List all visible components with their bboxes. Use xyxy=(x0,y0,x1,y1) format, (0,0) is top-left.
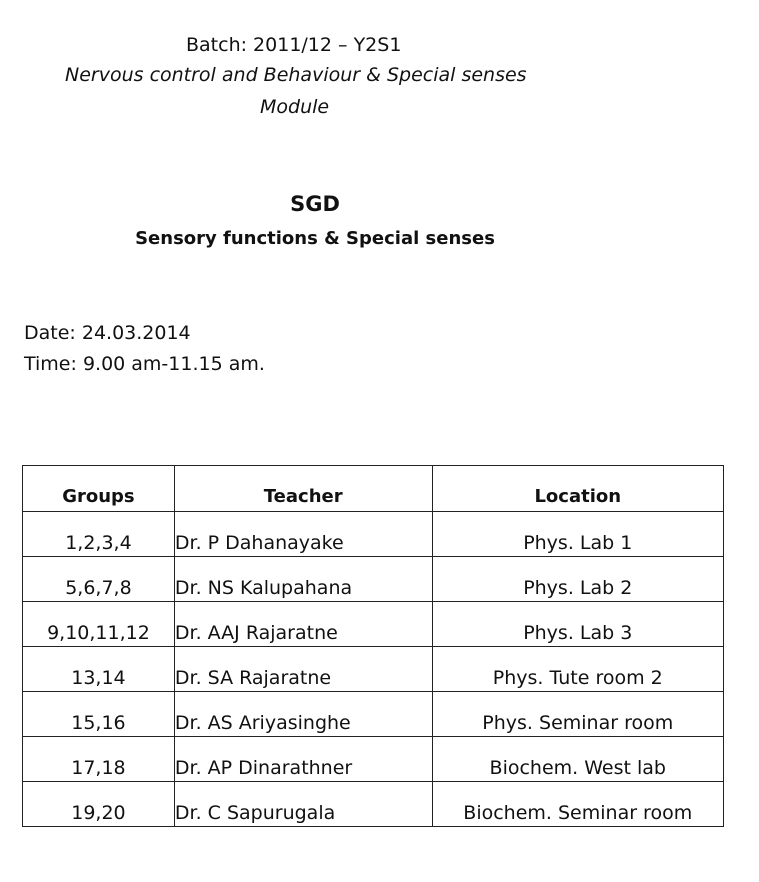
cell-groups: 1,2,3,4 xyxy=(23,512,175,557)
cell-teacher: Dr. NS Kalupahana xyxy=(174,557,432,602)
table-row xyxy=(23,692,724,737)
cell-groups: 9,10,11,12 xyxy=(23,602,175,647)
cell-teacher: Dr. SA Rajaratne xyxy=(174,647,432,692)
cell-location: Phys. Lab 3 xyxy=(432,602,723,647)
table-row xyxy=(23,647,724,692)
cell-teacher: Dr. AS Ariyasinghe xyxy=(174,692,432,737)
cell-location: Phys. Tute room 2 xyxy=(432,647,723,692)
table-row xyxy=(23,737,724,782)
cell-teacher: Dr. P Dahanayake xyxy=(174,512,432,557)
module-title-line1: Nervous control and Behaviour & Special senses xyxy=(65,64,527,86)
cell-location: Phys. Lab 2 xyxy=(432,557,723,602)
cell-location: Phys. Seminar room xyxy=(432,692,723,737)
cell-groups: 17,18 xyxy=(23,737,175,782)
cell-teacher: Dr. C Sapurugala xyxy=(174,782,432,827)
batch-label: Batch: 2011/12 – Y2S1 xyxy=(186,34,402,56)
page-subtitle: Sensory functions & Special senses xyxy=(135,228,495,249)
module-title-line2: Module xyxy=(260,96,330,118)
column-header-teacher: Teacher xyxy=(174,466,432,512)
table-row xyxy=(23,602,724,647)
cell-location: Biochem. Seminar room xyxy=(432,782,723,827)
cell-groups: 19,20 xyxy=(23,782,175,827)
table-row xyxy=(23,512,724,557)
schedule-table xyxy=(22,465,724,827)
cell-teacher: Dr. AP Dinarathner xyxy=(174,737,432,782)
column-header-groups: Groups xyxy=(23,466,175,512)
time-label: Time: 9.00 am-11.15 am. xyxy=(24,353,265,375)
cell-groups: 13,14 xyxy=(23,647,175,692)
table-row xyxy=(23,557,724,602)
column-header-location: Location xyxy=(432,466,723,512)
cell-groups: 5,6,7,8 xyxy=(23,557,175,602)
page-title: SGD xyxy=(290,192,340,216)
cell-groups: 15,16 xyxy=(23,692,175,737)
cell-location: Biochem. West lab xyxy=(432,737,723,782)
cell-location: Phys. Lab 1 xyxy=(432,512,723,557)
table-row xyxy=(23,782,724,827)
cell-teacher: Dr. AAJ Rajaratne xyxy=(174,602,432,647)
date-label: Date: 24.03.2014 xyxy=(24,322,191,344)
table-header-row xyxy=(23,466,724,512)
